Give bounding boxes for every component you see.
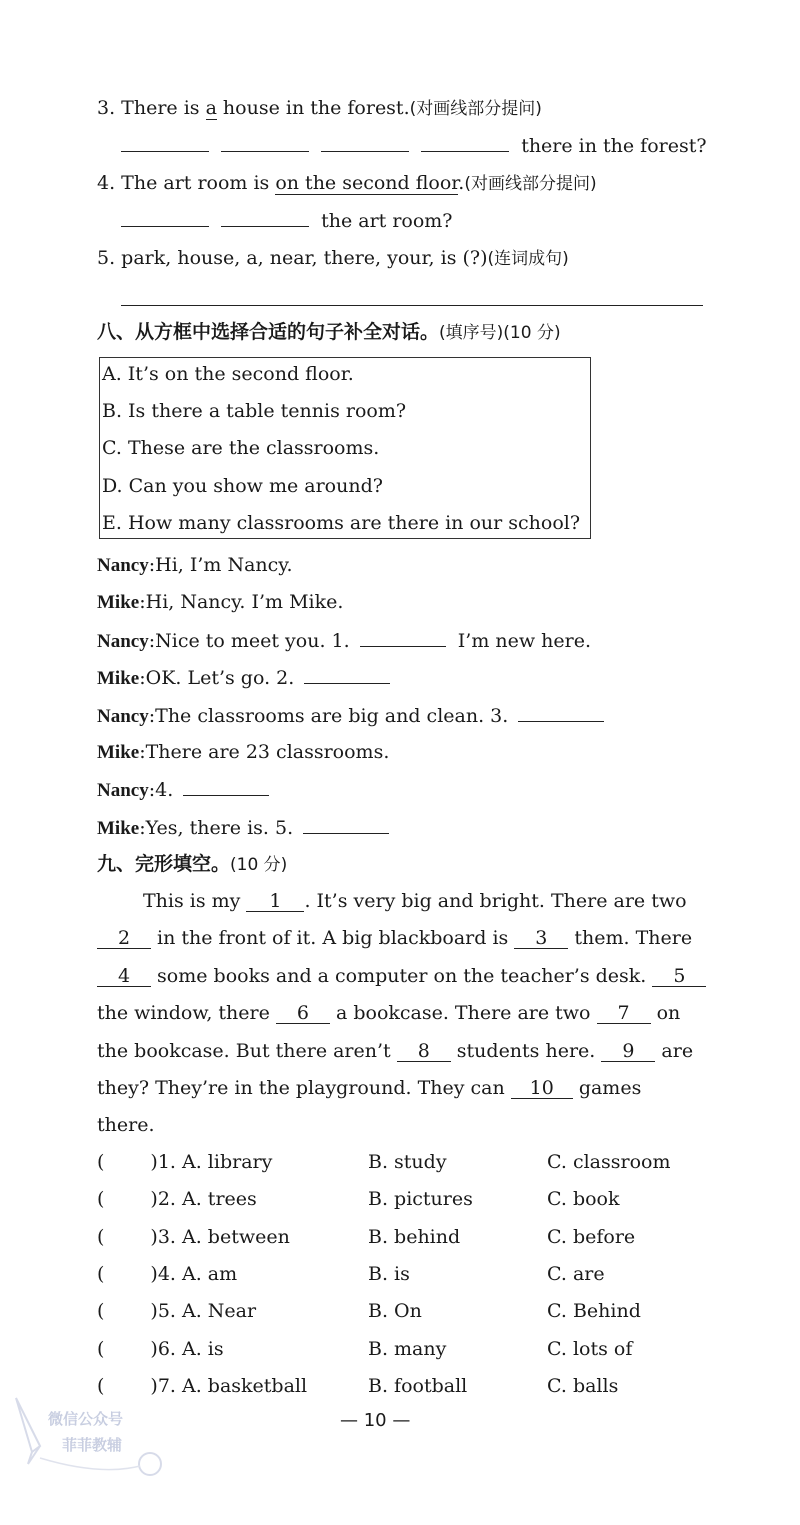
cloze-line-1: This is my 1 . It’s very big and bright. There are two xyxy=(143,890,687,912)
answer-blank[interactable] xyxy=(303,815,389,834)
choice-row-2: ( )2. A. trees xyxy=(97,1188,257,1210)
choice-5-c: C. Behind xyxy=(547,1300,641,1322)
page-number: — 10 — xyxy=(340,1410,411,1431)
answer-blank[interactable] xyxy=(121,208,209,227)
option-b: B. Is there a table tennis room? xyxy=(102,400,407,422)
choice-row-5: ( )5. A. Near xyxy=(97,1300,257,1322)
option-c: C. These are the classrooms. xyxy=(102,437,380,459)
watermark-line-2: 菲菲教辅 xyxy=(62,1436,123,1454)
choice-row-3: ( )3. A. between xyxy=(97,1226,290,1248)
dialogue-line-1: Nancy:Hi, I’m Nancy. xyxy=(97,554,293,576)
option-e: E. How many classrooms are there in our school? xyxy=(102,512,581,534)
choice-3-b: B. behind xyxy=(368,1226,461,1248)
question-3: 3. There is a house in the forest.(对画线部分提问) xyxy=(97,97,542,119)
cloze-blank-3[interactable]: 3 xyxy=(514,926,568,949)
question-3-answer: there in the forest? xyxy=(121,133,707,158)
choice-7-b: B. football xyxy=(368,1375,468,1397)
choice-1-c: C. classroom xyxy=(547,1151,671,1173)
choice-3-c: C. before xyxy=(547,1226,636,1248)
cloze-blank-6[interactable]: 6 xyxy=(276,1001,330,1024)
answer-blank[interactable] xyxy=(221,133,309,152)
choice-row-4: ( )4. A. am xyxy=(97,1263,238,1285)
choice-6-b: B. many xyxy=(368,1338,447,1360)
question-5: 5. park, house, a, near, there, your, is (?)(连词成句) xyxy=(97,247,569,269)
dialogue-line-2: Mike:Hi, Nancy. I’m Mike. xyxy=(97,591,344,613)
choice-4-b: B. is xyxy=(368,1263,410,1285)
cloze-line-7: there. xyxy=(97,1114,155,1136)
cloze-line-5: the bookcase. But there aren’t 8 students here. 9 are xyxy=(97,1040,694,1062)
dialogue-line-6: Mike:There are 23 classrooms. xyxy=(97,741,390,763)
dialogue-line-8: Mike:Yes, there is. 5. xyxy=(97,815,389,841)
cloze-line-6: they? They’re in the playground. They can 10 games xyxy=(97,1077,642,1099)
choice-2-b: B. pictures xyxy=(368,1188,473,1210)
choice-1-b: B. study xyxy=(368,1151,447,1173)
cloze-blank-5[interactable]: 5 xyxy=(652,964,706,987)
cloze-line-2: 2 in the front of it. A big blackboard is 3 them. There xyxy=(97,926,692,950)
answer-paren[interactable]: ( xyxy=(97,1263,105,1285)
answer-line[interactable] xyxy=(121,305,703,306)
answer-blank[interactable] xyxy=(221,208,309,227)
cloze-blank-7[interactable]: 7 xyxy=(597,1001,651,1024)
question-4: 4. The art room is on the second floor.(对画线部分提问) xyxy=(97,172,597,194)
answer-paren[interactable]: ( xyxy=(97,1300,105,1322)
choice-7-c: C. balls xyxy=(547,1375,619,1397)
answer-paren[interactable]: ( xyxy=(97,1338,105,1360)
cloze-blank-2[interactable]: 2 xyxy=(97,926,151,949)
choice-5-b: B. On xyxy=(368,1300,422,1322)
choice-row-6: ( )6. A. is xyxy=(97,1338,224,1360)
cloze-blank-10[interactable]: 10 xyxy=(511,1076,573,1099)
answer-blank[interactable] xyxy=(321,133,409,152)
answer-paren[interactable]: ( xyxy=(97,1188,105,1210)
cloze-blank-8[interactable]: 8 xyxy=(397,1039,451,1062)
cloze-line-3: 4 some books and a computer on the teacher’s desk. 5 xyxy=(97,964,706,988)
dialogue-line-4: Mike:OK. Let’s go. 2. xyxy=(97,665,390,691)
answer-paren[interactable]: ( xyxy=(97,1151,105,1173)
choice-row-1: ( )1. A. library xyxy=(97,1151,273,1173)
answer-blank[interactable] xyxy=(121,133,209,152)
answer-blank[interactable] xyxy=(360,628,446,647)
dialogue-line-7: Nancy:4. xyxy=(97,777,269,803)
choice-2-c: C. book xyxy=(547,1188,620,1210)
dialogue-line-3: Nancy:Nice to meet you. 1. I’m new here. xyxy=(97,630,592,652)
section-8-title: 八、从方框中选择合适的句子补全对话。(填序号)(10 分) xyxy=(97,321,561,343)
question-4-answer: the art room? xyxy=(121,208,453,233)
choice-4-c: C. are xyxy=(547,1263,605,1285)
cloze-blank-9[interactable]: 9 xyxy=(601,1039,655,1062)
answer-blank[interactable] xyxy=(183,777,269,796)
cloze-blank-1[interactable]: 1 xyxy=(246,889,304,912)
section-9-title: 九、完形填空。(10 分) xyxy=(97,853,288,875)
cloze-line-4: the window, there 6 a bookcase. There are two 7 on xyxy=(97,1002,681,1024)
answer-blank[interactable] xyxy=(421,133,509,152)
watermark-line-1: 微信公众号 xyxy=(48,1410,124,1428)
answer-blank[interactable] xyxy=(304,665,390,684)
option-d: D. Can you show me around? xyxy=(102,475,383,497)
cloze-blank-4[interactable]: 4 xyxy=(97,964,151,987)
answer-blank[interactable] xyxy=(518,703,604,722)
choice-row-7: ( )7. A. basketball xyxy=(97,1375,308,1397)
answer-paren[interactable]: ( xyxy=(97,1226,105,1248)
answer-paren[interactable]: ( xyxy=(97,1375,105,1397)
choice-6-c: C. lots of xyxy=(547,1338,633,1360)
watermark xyxy=(10,1390,170,1480)
option-a: A. It’s on the second floor. xyxy=(102,363,354,385)
dialogue-line-5: Nancy:The classrooms are big and clean. 3. xyxy=(97,703,604,729)
